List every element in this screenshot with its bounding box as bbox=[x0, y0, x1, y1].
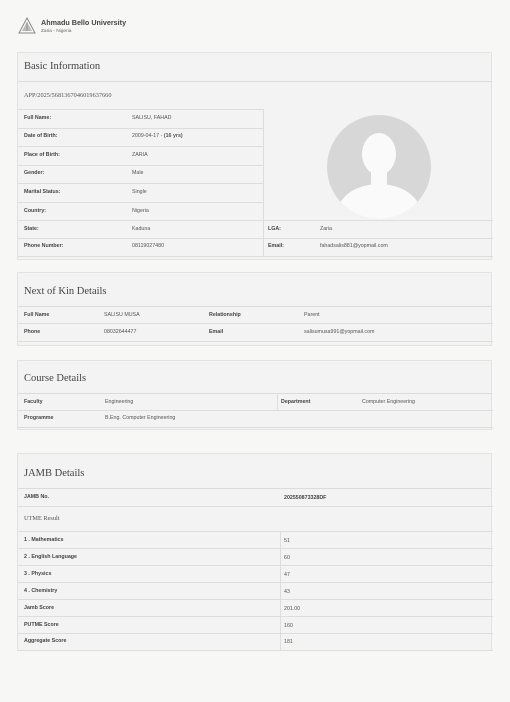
divider bbox=[277, 393, 278, 410]
divider bbox=[18, 410, 493, 411]
subject-label: 4 . Chemistry bbox=[24, 588, 58, 594]
university-logo-icon bbox=[18, 17, 36, 35]
gender-value: Male bbox=[132, 170, 144, 176]
lga-value: Zaria bbox=[320, 226, 333, 232]
divider bbox=[18, 393, 491, 394]
divider bbox=[18, 488, 491, 489]
kin-email-value: salisumusa991@yopmail.com bbox=[304, 329, 375, 335]
divider bbox=[18, 128, 263, 129]
divider bbox=[18, 531, 493, 532]
gender-label: Gender: bbox=[24, 170, 45, 176]
phone-value: 08119027480 bbox=[132, 243, 165, 249]
subject-label: 3 . Physics bbox=[24, 571, 52, 577]
faculty-value: Engineering bbox=[105, 399, 134, 405]
putme-score-label: PUTME Score bbox=[24, 622, 59, 628]
putme-score-value: 160 bbox=[284, 623, 293, 629]
subject-score: 43 bbox=[284, 589, 290, 595]
relationship-value: Parent bbox=[304, 312, 320, 318]
divider bbox=[18, 650, 493, 651]
age-value: (16 yrs) bbox=[163, 133, 183, 139]
place-of-birth-label: Place of Birth: bbox=[24, 152, 60, 158]
subject-score: 47 bbox=[284, 572, 290, 578]
subject-label: 1 . Mathematics bbox=[24, 537, 64, 543]
email-value: fahadsalis881@yopmail.com bbox=[320, 243, 388, 249]
divider bbox=[18, 323, 493, 324]
email-label: Email: bbox=[268, 243, 284, 249]
divider bbox=[18, 202, 263, 203]
full-name-value: SALISU, FAHAD bbox=[132, 115, 172, 121]
divider bbox=[18, 548, 493, 549]
divider bbox=[18, 616, 493, 617]
dob-label: Date of Birth: bbox=[24, 133, 58, 139]
divider bbox=[18, 146, 263, 147]
jamb-no-label: JAMB No. bbox=[24, 494, 50, 500]
kin-phone-label: Phone bbox=[24, 329, 41, 335]
university-location: Zaria - Nigeria bbox=[41, 29, 72, 34]
marital-status-value: Single bbox=[132, 189, 147, 195]
relationship-label: Relationship bbox=[209, 312, 241, 318]
divider bbox=[18, 256, 493, 257]
application-number: APP/2025/5681367046019637660 bbox=[24, 92, 112, 99]
divider bbox=[18, 109, 263, 110]
section-title: Course Details bbox=[24, 373, 87, 384]
aggregate-score-label: Aggregate Score bbox=[24, 638, 67, 644]
section-title: Next of Kin Details bbox=[24, 286, 107, 297]
country-value: Nigeria bbox=[132, 208, 149, 214]
lga-label: LGA: bbox=[268, 226, 281, 232]
subject-score: 51 bbox=[284, 538, 290, 544]
divider bbox=[18, 341, 493, 342]
divider bbox=[18, 506, 493, 507]
programme-label: Programme bbox=[24, 415, 54, 421]
divider bbox=[18, 220, 493, 221]
kin-phone-value: 08032644477 bbox=[104, 329, 137, 335]
basic-information-section bbox=[17, 52, 492, 260]
state-label: State: bbox=[24, 226, 39, 232]
next-of-kin-section bbox=[17, 272, 492, 346]
avatar-placeholder-icon bbox=[326, 114, 432, 220]
faculty-label: Faculty bbox=[24, 399, 43, 405]
dob-value: 2009-04-17 - (16 yrs) bbox=[132, 133, 183, 139]
divider bbox=[18, 306, 491, 307]
divider bbox=[18, 427, 493, 428]
divider bbox=[18, 599, 493, 600]
programme-value: B.Eng. Computer Engineering bbox=[105, 415, 176, 421]
full-name-label: Full Name: bbox=[24, 115, 52, 121]
jamb-no-value: 202550873328DF bbox=[284, 495, 327, 501]
jamb-score-value: 201.00 bbox=[284, 606, 301, 612]
state-value: Kaduna bbox=[132, 226, 151, 232]
phone-label: Phone Number: bbox=[24, 243, 64, 249]
subject-label: 2 . English Language bbox=[24, 554, 77, 560]
divider bbox=[18, 565, 493, 566]
kin-email-label: Email bbox=[209, 329, 224, 335]
country-label: Country: bbox=[24, 208, 47, 214]
kin-full-name-label: Full Name bbox=[24, 312, 50, 318]
department-value: Computer Engineering bbox=[362, 399, 415, 405]
marital-status-label: Marital Status: bbox=[24, 189, 61, 195]
utme-result-heading: UTME Result bbox=[24, 515, 60, 522]
course-details-section bbox=[17, 360, 492, 430]
divider bbox=[18, 582, 493, 583]
divider bbox=[18, 633, 493, 634]
divider bbox=[18, 81, 491, 82]
place-of-birth-value: ZARIA bbox=[132, 152, 148, 158]
university-name: Ahmadu Bello University bbox=[41, 18, 127, 27]
divider bbox=[263, 109, 264, 256]
kin-full-name-value: SALISU MUSA bbox=[104, 312, 140, 318]
divider bbox=[18, 238, 493, 239]
subject-score: 60 bbox=[284, 555, 290, 561]
divider bbox=[18, 183, 263, 184]
divider bbox=[18, 165, 263, 166]
jamb-score-label: Jamb Score bbox=[24, 605, 55, 611]
department-label: Department bbox=[281, 399, 311, 405]
jamb-details-section bbox=[17, 453, 492, 651]
section-title: JAMB Details bbox=[24, 468, 85, 479]
section-title: Basic Information bbox=[24, 61, 101, 72]
aggregate-score-value: 181 bbox=[284, 639, 293, 645]
